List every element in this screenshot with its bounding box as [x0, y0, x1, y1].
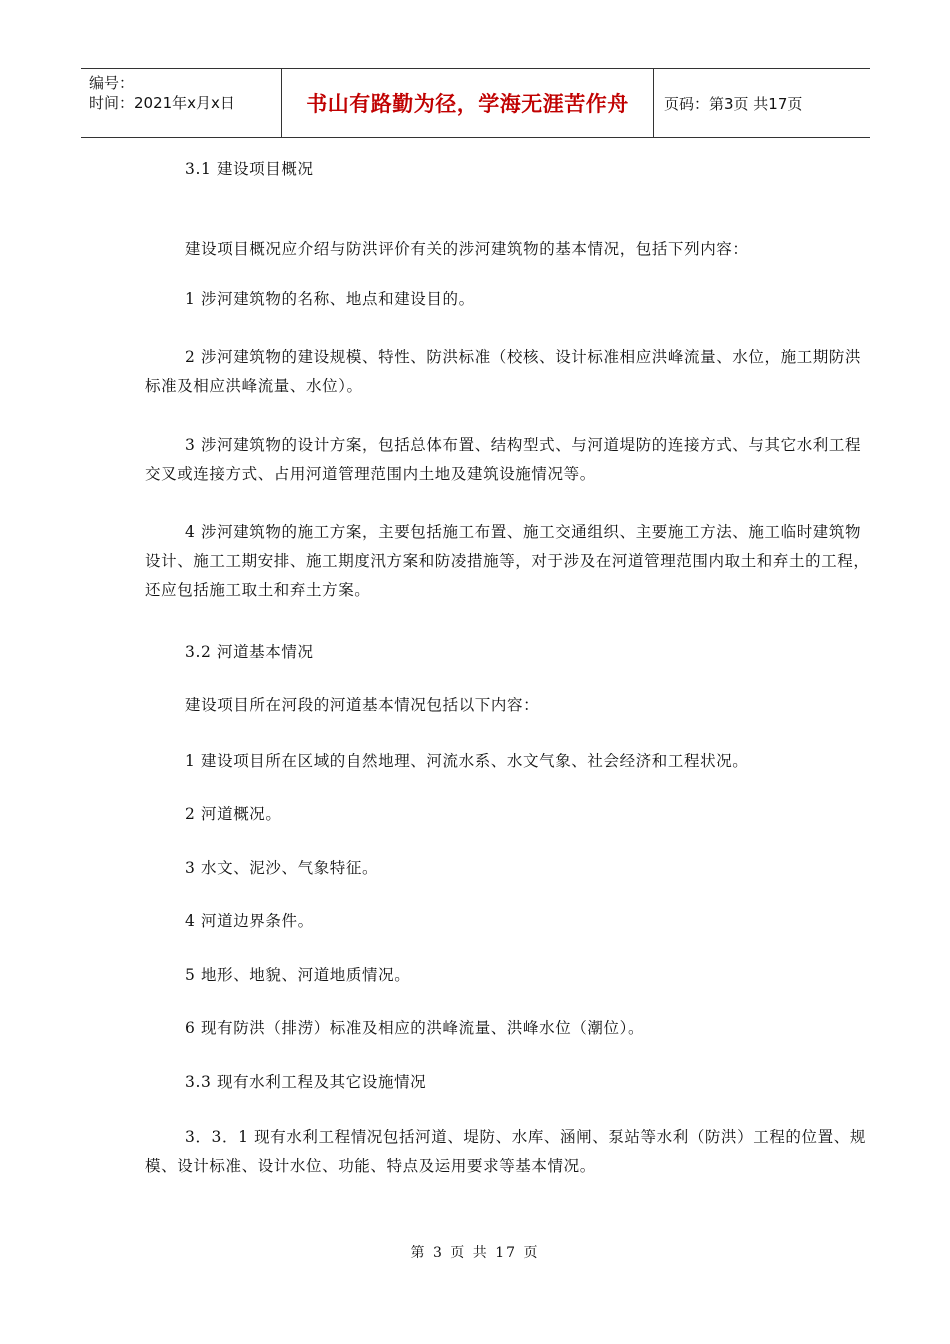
list-item: 3 涉河建筑物的设计方案，包括总体布置、结构型式、与河道堤防的连接方式、与其它水利工程交叉或连接方式、占用河道管理范围内土地及建筑设施情况等。: [145, 436, 862, 483]
list-item: 1 建设项目所在区域的自然地理、河流水系、水文气象、社会经济和工程状况。: [185, 752, 749, 770]
list-item: 6 现有防洪（排涝）标准及相应的洪峰流量、洪峰水位（潮位）。: [185, 1019, 645, 1037]
list-item: 1 涉河建筑物的名称、地点和建设目的。: [185, 290, 475, 308]
header-motto-cell: [282, 69, 654, 137]
header-page-number: 页码：第3页 共17页: [664, 94, 803, 113]
list-item: 2 河道概况。: [185, 805, 282, 823]
page-header: [81, 68, 870, 138]
section-heading-3-1: 3.1 建设项目概况: [185, 160, 314, 178]
paragraph: 建设项目概况应介绍与防洪评价有关的涉河建筑物的基本情况，包括下列内容：: [185, 240, 749, 258]
document-number-label: 编号：: [89, 74, 135, 92]
list-item: 4 河道边界条件。: [185, 912, 314, 930]
section-heading-3-3: 3.3 现有水利工程及其它设施情况: [185, 1073, 427, 1091]
section-heading-3-2: 3.2 河道基本情况: [185, 643, 314, 661]
header-left-cell: [81, 69, 282, 137]
list-item: 2 涉河建筑物的建设规模、特性、防洪标准（校核、设计标准相应洪峰流量、水位，施工期防洪标准及相应洪峰流量、水位）。: [145, 348, 862, 395]
page-footer: 第 3 页 共 17 页: [410, 1245, 540, 1261]
paragraph: 建设项目所在河段的河道基本情况包括以下内容：: [185, 696, 540, 714]
document-date: 时间：2021年x月x日: [89, 94, 235, 112]
paragraph: 3．3．1 现有水利工程情况包括河道、堤防、水库、涵闸、泵站等水利（防洪）工程的位置、规模、设计标准、设计水位、功能、特点及运用要求等基本情况。: [145, 1128, 866, 1175]
list-item: 4 涉河建筑物的施工方案，主要包括施工布置、施工交通组织、主要施工方法、施工临时建筑物设计、施工工期安排、施工期度汛方案和防凌措施等，对于涉及在河道管理范围内取土和弃土的工程，还应包括施工取土和弃土方案。: [145, 523, 870, 599]
header-motto: 书山有路勤为径，学海无涯苦作舟: [306, 92, 629, 116]
list-item: 3 水文、泥沙、气象特征。: [185, 859, 379, 877]
list-item: 5 地形、地貌、河道地质情况。: [185, 966, 411, 984]
header-right-cell: [654, 69, 870, 137]
